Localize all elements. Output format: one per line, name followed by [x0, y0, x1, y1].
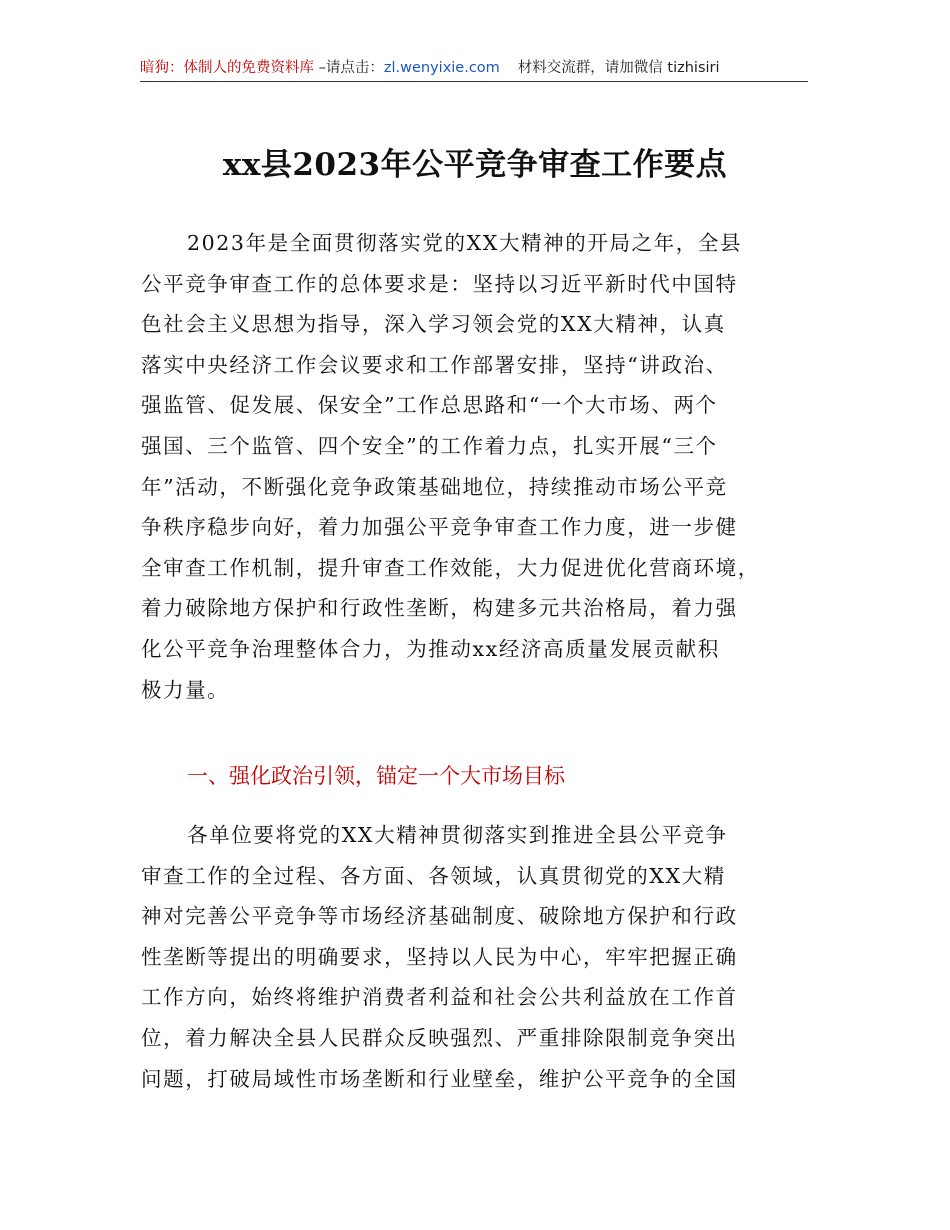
paragraph-line: 色社会主义思想为指导，深入学习领会党的XX大精神，认真	[141, 312, 726, 337]
paragraph-line: 工作方向，始终将维护消费者利益和社会公共利益放在工作首	[141, 985, 738, 1010]
paragraph-line: 强监管、促发展、保安全”工作总思路和“一个大市场、两个	[141, 393, 718, 418]
section1-paragraph	[141, 815, 821, 1099]
page-header	[140, 57, 808, 82]
paragraph-line: 2023年是全面贯彻落实党的XX大精神的开局之年，全县	[187, 231, 743, 255]
paragraph-line: 问题，打破局域性市场垄断和行业壁垒，维护公平竞争的全国	[141, 1066, 738, 1091]
paragraph-line: 着力破除地方保护和行政性垄断，构建多元共治格局，着力强	[141, 596, 738, 621]
document-title: xx县2023年公平竞争审查工作要点	[222, 147, 728, 183]
paragraph-line: 各单位要将党的XX大精神贯彻落实到推进全县公平竞争	[187, 823, 728, 847]
paragraph-line: 位，着力解决全县人民群众反映强烈、严重排除限制竞争突出	[141, 1025, 738, 1050]
paragraph-line: 落实中央经济工作会议要求和工作部署安排，坚持“讲政治、	[141, 352, 728, 377]
paragraph-line: 极力量。	[141, 677, 230, 702]
paragraph-line: 公平竞争审查工作的总体要求是：坚持以习近平新时代中国特	[141, 271, 738, 296]
paragraph-line: 全审查工作机制，提升审查工作效能，大力促进优化营商环境，	[141, 555, 760, 580]
paragraph-line: 性垄断等提出的明确要求，坚持以人民为中心，牢牢把握正确	[141, 944, 738, 969]
paragraph-line: 年”活动，不断强化竞争政策基础地位，持续推动市场公平竞	[141, 474, 728, 499]
header-group-info: 材料交流群，请加微信 tizhisiri	[517, 60, 720, 76]
paragraph-line: 强国、三个监管、四个安全”的工作着力点，扎实开展“三个	[141, 433, 718, 458]
header-link[interactable]: zl.wenyixie.com	[383, 60, 500, 76]
section-heading-1: 一、强化政治引领，锚定一个大市场目标	[187, 764, 565, 788]
header-prompt: –请点击：	[314, 60, 384, 76]
paragraph-line: 争秩序稳步向好，着力加强公平竞争审查工作力度，进一步健	[141, 515, 738, 540]
header-brand: 暗狗：体制人的免费资料库	[140, 60, 314, 76]
paragraph-line: 神对完善公平竞争等市场经济基础制度、破除地方保护和行政	[141, 904, 738, 929]
paragraph-line: 化公平竞争治理整体合力，为推动xx经济高质量发展贡献积	[141, 636, 720, 661]
paragraph-line: 审查工作的全过程、各方面、各领域，认真贯彻党的XX大精	[141, 863, 726, 888]
intro-paragraph	[141, 223, 821, 710]
